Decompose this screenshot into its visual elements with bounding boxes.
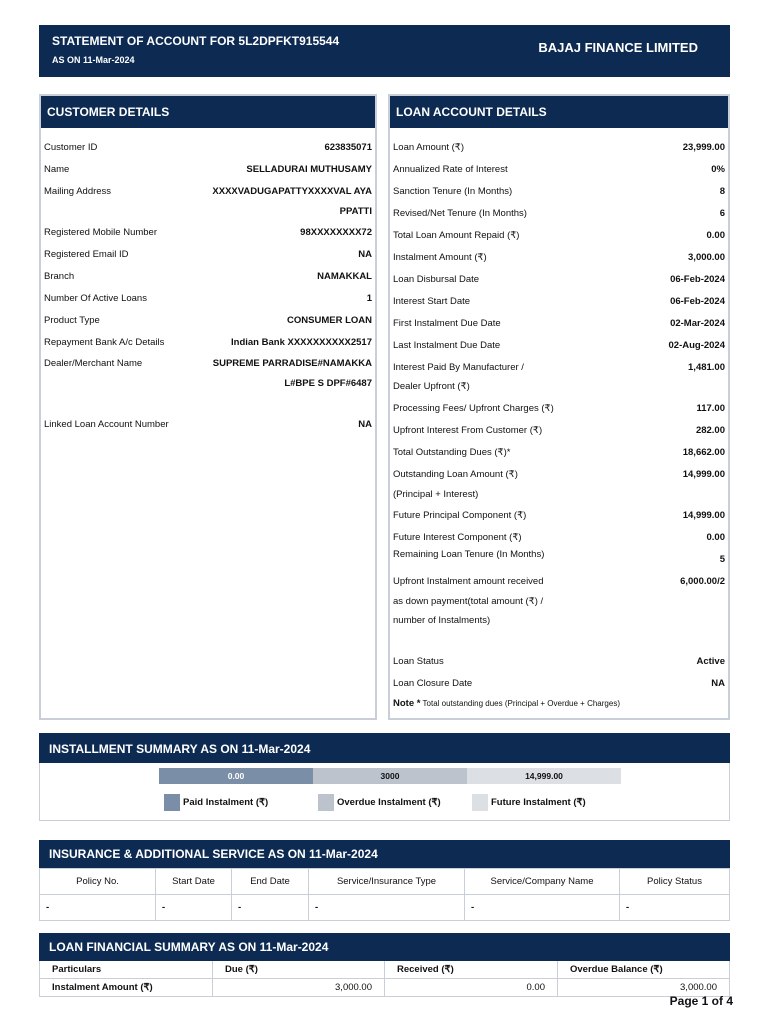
table-cell: - xyxy=(309,895,465,921)
legend-paid: Paid Instalment (₹) xyxy=(164,794,268,811)
insurance-section xyxy=(39,840,730,913)
statement-title: STATEMENT OF ACCOUNT FOR 5L2DPFKT915544 xyxy=(52,34,340,48)
paid-swatch xyxy=(164,794,180,811)
column-header: Received (₹) xyxy=(385,961,558,978)
legend-future: Future Instalment (₹) xyxy=(472,794,586,811)
insurance-table xyxy=(39,868,730,921)
column-header: Service/Insurance Type xyxy=(309,869,465,895)
future-instalment-segment: 14,999.00 xyxy=(467,768,621,784)
installment-summary-title: INSTALLMENT SUMMARY AS ON 11-Mar-2024 xyxy=(39,733,730,763)
statement-header xyxy=(39,25,730,77)
future-swatch xyxy=(472,794,488,811)
table-cell: - xyxy=(465,895,620,921)
legend-overdue: Overdue Instalment (₹) xyxy=(318,794,441,811)
paid-instalment-segment: 0.00 xyxy=(159,768,313,784)
table-cell: - xyxy=(620,895,730,921)
financial-summary-section xyxy=(39,933,730,993)
page-number: Page 1 of 4 xyxy=(669,994,733,1008)
table-row xyxy=(40,978,730,996)
customer-details-title: CUSTOMER DETAILS xyxy=(41,96,375,128)
installment-summary-body xyxy=(39,763,730,821)
table-cell: - xyxy=(232,895,309,921)
company-name: BAJAJ FINANCE LIMITED xyxy=(538,40,698,55)
table-cell: 3,000.00 xyxy=(213,978,385,996)
table-cell: 0.00 xyxy=(385,978,558,996)
table-cell: - xyxy=(156,895,232,921)
overdue-instalment-segment: 3000 xyxy=(313,768,467,784)
column-header: Particulars xyxy=(40,961,213,978)
loan-account-details-title: LOAN ACCOUNT DETAILS xyxy=(390,96,728,128)
outstanding-dues-note: Note * Total outstanding dues (Principal + Overdue + Charges) xyxy=(393,698,620,709)
table-cell: - xyxy=(40,895,156,921)
table-cell: 3,000.00 xyxy=(558,978,730,996)
financial-summary-title: LOAN FINANCIAL SUMMARY AS ON 11-Mar-2024 xyxy=(39,933,730,961)
financial-summary-table xyxy=(39,961,730,997)
overdue-swatch xyxy=(318,794,334,811)
column-header: Policy No. xyxy=(40,869,156,895)
column-header: Due (₹) xyxy=(213,961,385,978)
installment-summary-section xyxy=(39,733,730,808)
table-row xyxy=(40,895,730,921)
column-header: Policy Status xyxy=(620,869,730,895)
customer-details-panel: CUSTOMER DETAILS Customer ID 623835071 Name SELLADURAI MUTHUSAMY Mailing Address XXXXVADUGAPATTYXXXXVAL AYAPPATTI Registered Mobile Number 98XXXXXXXX72 Registered Email ID NA Branch NAMAKKAL Number Of Active Loans 1 Product Type CONSUMER LOAN Repayment Bank A/c Details Indian Bank XXXXXXXXXX2517 Dealer/Merchant Name SUPREME PARRADISE#NAMAKKAL#BPE S DPF#6487 Linked Loan Account Number NA xyxy=(39,94,377,720)
table-cell: Instalment Amount (₹) xyxy=(40,978,213,996)
column-header: End Date xyxy=(232,869,309,895)
statement-as-on-date: AS ON 11-Mar-2024 xyxy=(52,55,135,65)
insurance-title: INSURANCE & ADDITIONAL SERVICE AS ON 11-Mar-2024 xyxy=(39,840,730,868)
column-header: Overdue Balance (₹) xyxy=(558,961,730,978)
loan-account-details-panel: LOAN ACCOUNT DETAILS Loan Amount (₹) 23,999.00 Annualized Rate of Interest 0% Sanction Tenure (In Months) 8 Revised/Net Tenure (In Months) 6 Total Loan Amount Repaid (₹) 0.00 Instalment Amount (₹) 3,000.00 Loan Disbursal Date 06-Feb-2024 Interest Start Date 06-Feb-2024 First Instalment Due Date 02-Mar-2024 Last Instalment Due Date 02-Aug-2024 Interest Paid By Manufacturer / Dealer Upfront (₹) 1,481.00 Processing Fees/ Upfront Charges (₹) 117.00 Upfront Interest From Customer (₹) 282.00 Total Outstanding Dues (₹)* 18,662.00 Outstanding Loan Amount (₹) (Principal + Interest) 14,999.00 Future Principal Component (₹) 14,999.00 Future Interest Component (₹) 0.00 Remaining Loan Tenure (In Months) 5 Upfront Instalment amount received as down payment(total amount (₹) / number of Instalments) 6,000.00/2 Loan Status Active Loan Closure Date NA Note * Total outstanding dues (Principal + Overdue + Charges) xyxy=(388,94,730,720)
column-header: Start Date xyxy=(156,869,232,895)
column-header: Service/Company Name xyxy=(465,869,620,895)
